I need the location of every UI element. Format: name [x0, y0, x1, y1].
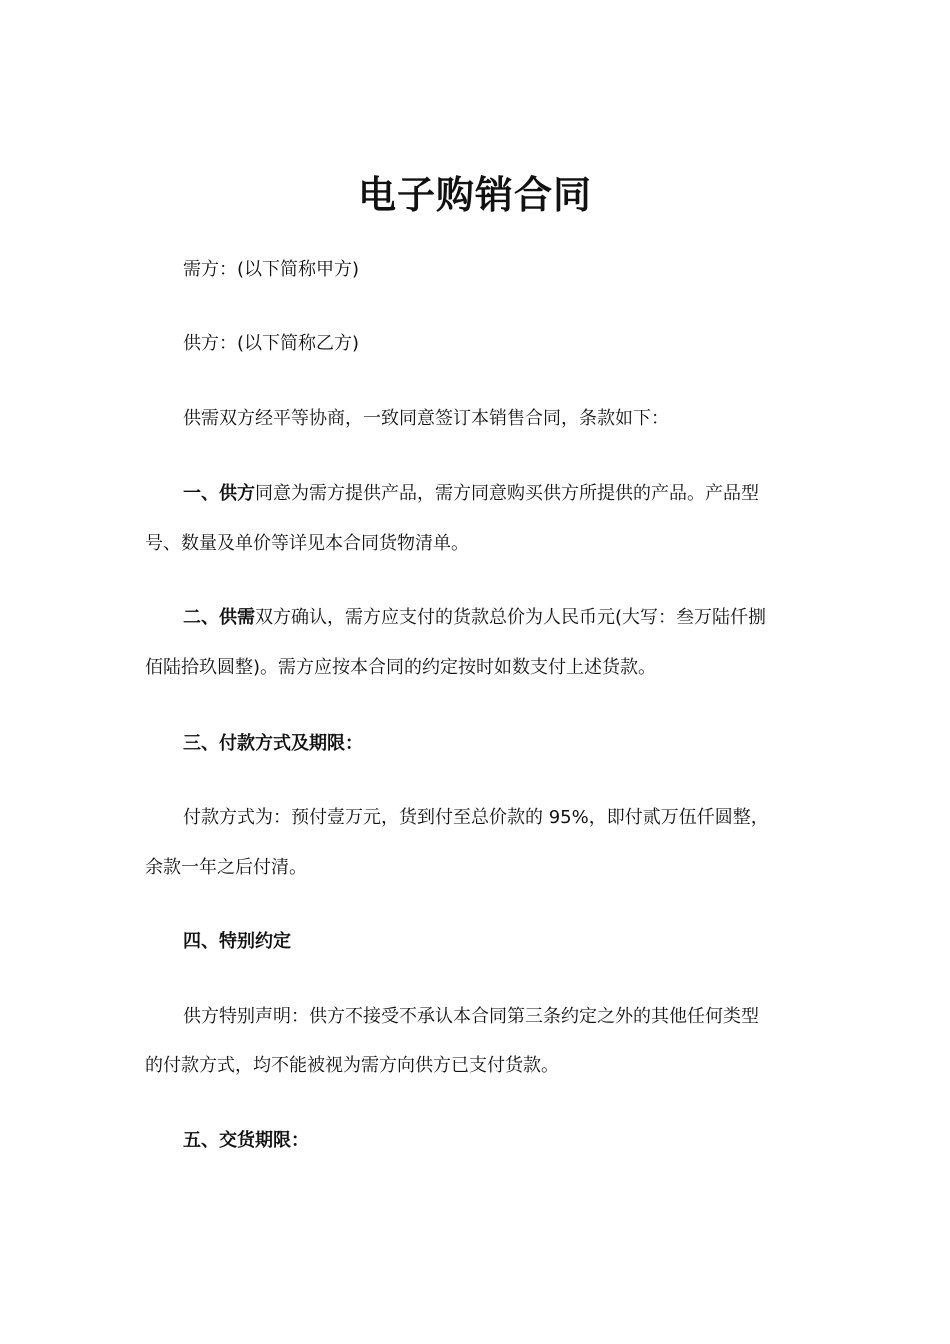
intro-text: 供需双方经平等协商，一致同意签订本销售合同，条款如下：	[183, 408, 669, 429]
clause-3-line-2: 余款一年之后付清。	[145, 857, 307, 878]
clause-4-line-1: 供方特别声明：供方不接受不承认本合同第三条约定之外的其他任何类型	[183, 1006, 759, 1027]
clause-1-text: 同意为需方提供产品，需方同意购买供方所提供的产品。产品型	[255, 483, 759, 504]
party-a: 需方：(以下简称甲方)	[183, 259, 360, 280]
clause-3-heading: 三、付款方式及期限：	[183, 733, 363, 754]
clause-5-heading: 五、交货期限：	[183, 1130, 309, 1151]
document-title: 电子购销合同	[357, 173, 592, 217]
clause-4-line-2: 的付款方式，均不能被视为需方向供方已支付货款。	[145, 1055, 559, 1076]
clause-2-text: 双方确认，需方应支付的货款总价为人民币元(大写：叁万陆仟捌	[255, 607, 767, 628]
party-b: 供方：(以下简称乙方)	[183, 333, 360, 354]
clause-1-line-2: 号、数量及单价等详见本合同货物清单。	[145, 533, 469, 554]
clause-1-line-1	[183, 482, 759, 506]
clause-2-line-2: 佰陆拾玖圆整)。需方应按本合同的约定按时如数支付上述货款。	[145, 657, 657, 678]
clause-2-line-1	[183, 606, 766, 630]
clause-4-heading: 四、特别约定	[183, 931, 291, 952]
clause-3-line-1: 付款方式为：预付壹万元，货到付至总价款的 95%，即付贰万伍仟圆整，	[183, 807, 769, 828]
clause-1-label: 一、供方	[183, 483, 255, 504]
clause-2-label: 二、供需	[183, 607, 255, 628]
